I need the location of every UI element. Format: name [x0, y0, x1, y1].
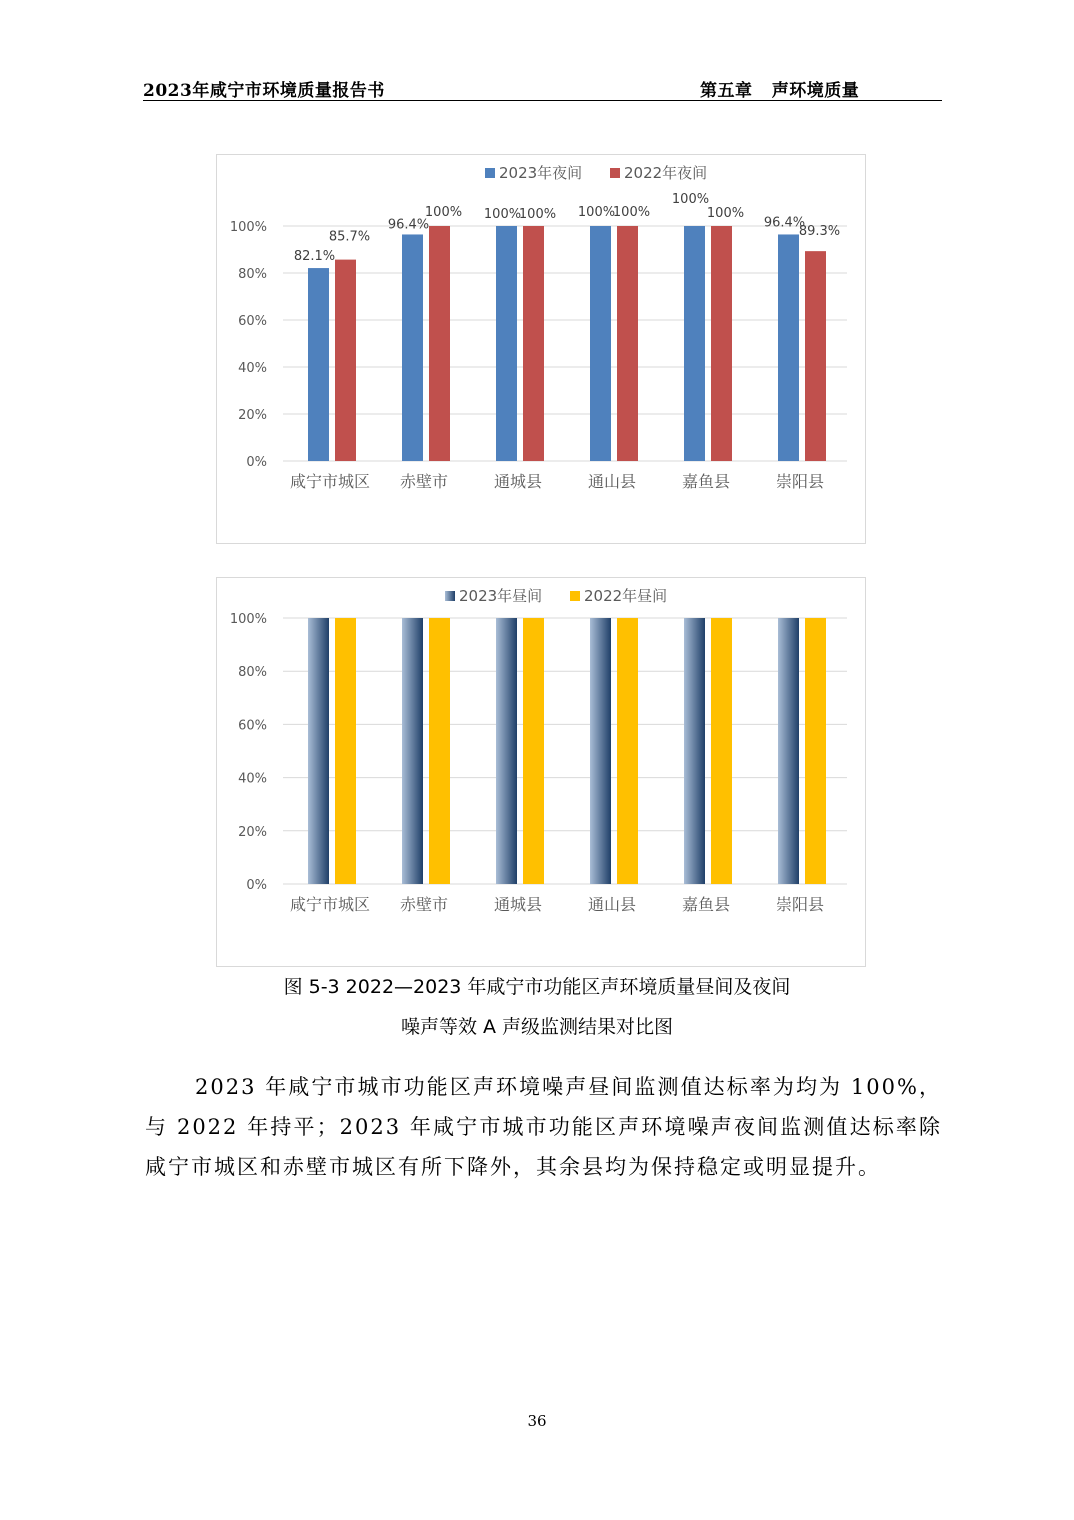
chart2-ytick-label: 100% [229, 612, 267, 627]
chart2-bar [711, 618, 732, 884]
chart1-legend-label: 2022年夜间 [624, 164, 708, 182]
chart1-data-label: 100% [483, 207, 522, 222]
chart1-ytick-label: 20% [238, 408, 267, 423]
chart2-bar [496, 618, 517, 884]
chart2-xtick-label: 通城县 [493, 895, 543, 914]
chart1-data-label: 100% [612, 205, 651, 220]
header-rule [143, 100, 942, 101]
chart2-bar [308, 618, 329, 884]
chart2-legend-label: 2022年昼间 [584, 587, 668, 605]
chart2-ytick-label: 80% [238, 665, 267, 681]
page-number: 36 [527, 1412, 547, 1430]
night-noise-chart [216, 154, 866, 544]
chart2-bar [590, 618, 611, 884]
chart1-xtick-label: 通城县 [493, 472, 543, 491]
chart1-bar [778, 234, 799, 461]
chart1-data-label: 85.7% [328, 229, 371, 245]
chart1-data-label: 89.3% [798, 224, 841, 240]
chart1-xtick-label: 崇阳县 [775, 472, 825, 491]
chart1-bar [308, 268, 329, 461]
chart2-bar [335, 618, 356, 884]
chart1-data-label: 96.4% [387, 217, 430, 233]
chart2-legend-swatch [570, 591, 580, 601]
chart1-data-label: 82.1% [293, 249, 336, 265]
chart1-legend-swatch [485, 168, 495, 178]
chart2-xtick-label: 咸宁市城区 [289, 895, 371, 914]
body-paragraph: 2023 年咸宁市城市功能区声环境噪声昼间监测值达标率为均为 100%，与 2022 年持平；2023 年咸宁市城市功能区声环境噪声夜间监测值达标率除咸宁市城区和赤壁市城区有所下降外，其余县均为保持稳定或明显提升。 [145, 1075, 943, 1179]
chart2-ytick-label: 60% [238, 718, 267, 734]
header-chapter-title: 第五章 声环境质量 [700, 81, 860, 101]
chart1-data-label: 100% [577, 205, 616, 220]
chart1-bar [684, 226, 705, 461]
chart1-bar [590, 226, 611, 461]
chart1-ytick-label: 100% [229, 220, 267, 235]
chart1-ytick-label: 0% [246, 455, 267, 470]
chart2-ytick-label: 40% [238, 771, 267, 787]
chart1-data-label: 100% [706, 206, 745, 221]
night-noise-chart-svg [217, 155, 867, 545]
chart1-data-label: 100% [424, 205, 463, 220]
chart2-bar [523, 618, 544, 884]
chart1-bar [496, 226, 517, 461]
chart2-xtick-label: 崇阳县 [775, 895, 825, 914]
chart2-xtick-label: 赤壁市 [399, 895, 449, 914]
header-report-title: 2023年咸宁市环境质量报告书 [143, 81, 385, 101]
chart1-data-label: 96.4% [763, 215, 806, 231]
chart1-bar [805, 251, 826, 461]
chart2-xtick-label: 嘉鱼县 [681, 895, 731, 914]
chart1-data-label: 100% [518, 207, 557, 222]
chart1-bar [402, 234, 423, 461]
chart2-xtick-label: 通山县 [587, 895, 637, 914]
day-noise-chart-svg [217, 578, 867, 968]
chart1-bar [523, 226, 544, 461]
chart1-legend-swatch [610, 168, 620, 178]
chart2-bar [617, 618, 638, 884]
chart2-legend-label: 2023年昼间 [459, 587, 543, 605]
chart2-bar [429, 618, 450, 884]
chart1-data-label: 100% [671, 192, 710, 207]
chart1-ytick-label: 60% [238, 314, 267, 329]
chart1-xtick-label: 咸宁市城区 [289, 472, 371, 491]
figure-caption-line1: 图 5-3 2022—2023 年咸宁市功能区声环境质量昼间及夜间 [283, 976, 791, 998]
chart1-xtick-label: 通山县 [587, 472, 637, 491]
chart2-ytick-label: 20% [238, 824, 267, 840]
chart1-legend-label: 2023年夜间 [499, 164, 583, 182]
chart2-bar [684, 618, 705, 884]
chart1-ytick-label: 40% [238, 361, 267, 376]
chart2-bar [402, 618, 423, 884]
chart1-bar [335, 260, 356, 461]
chart1-bar [711, 226, 732, 461]
figure-caption-line2: 噪声等效 A 声级监测结果对比图 [400, 1016, 674, 1038]
chart1-ytick-label: 80% [238, 267, 267, 282]
chart1-bar [429, 226, 450, 461]
chart2-legend-swatch [445, 591, 455, 601]
chart1-xtick-label: 嘉鱼县 [681, 472, 731, 491]
chart1-bar [617, 226, 638, 461]
chart2-ytick-label: 0% [246, 878, 267, 893]
chart2-bar [778, 618, 799, 884]
chart2-bar [805, 618, 826, 884]
day-noise-chart [216, 577, 866, 967]
chart1-xtick-label: 赤壁市 [399, 472, 449, 491]
